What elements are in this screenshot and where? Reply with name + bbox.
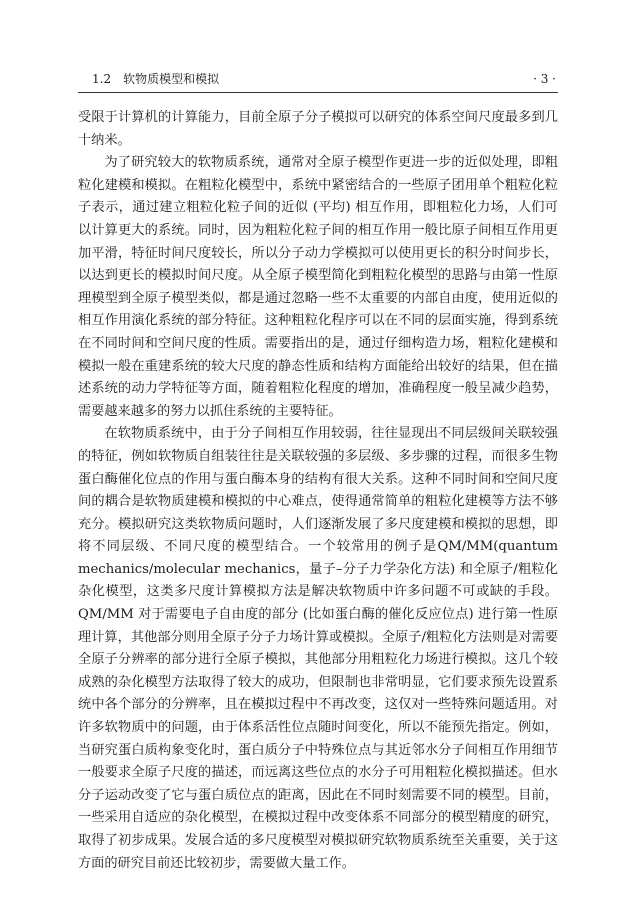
paragraph-multiscale: 在软物质系统中，由于分子间相互作用较弱，往往显现出不同层级间关联较强的特征，例如软物质自组装往往是关联较强的多层级、多步骤的过程，而很多生物蛋白酶催化位点的作用与蛋白酶本身的结构有很大关系。这种不同时间和空间尺度间的耦合是软物质建模和模拟的中心难点，使得通常简单的粗粒化建模等方法不够充分。模拟研究这类软物质问题时，人们逐渐发展了多尺度建模和模拟的思想，即将不同层级、不同尺度的模型结合。一个较常用的例子是QM/MM(quantum mechanics/molecular mechanics，量子–分子力学杂化方法) 和全原子/粗粒化杂化模型，这类多尺度计算模拟方法是解决软物质中许多问题不可或缺的手段。QM/MM 对于需要电子自由度的部分 (比如蛋白酶的催化反应位点) 进行第一性原理计算，其他部分则用全原子分子力场计算或模拟。全原子/粗粒化方法则是对需要全原子分辨率的部分进行全原子模拟，其他部分用粗粒化力场进行模拟。这几个较成熟的杂化模型方法取得了较大的成功，但限制也非常明显，它们要求预先设置系统中各个部分的分辨率，且在模拟过程中不再改变，这仅对一些特殊问题适用。对许多软物质中的问题，由于体系活性位点随时间变化，所以不能预先指定。例如，当研究蛋白质构象变化时，蛋白质分子中特殊位点与其近邻水分子间相互作用细节一般要求全原子尺度的描述，而远离这些位点的水分子可用粗粒化模拟描述。但水分子运动改变了它与蛋白质位点的距离，因此在不同时刻需要不同的模型。目前，一些采用自适应的杂化模型，在模拟过程中改变体系不同部分的模型精度的研究，取得了初步成果。发展合适的多尺度模型对模拟研究软物质系统至关重要，关于这方面的研究目前还比较初步，需要做大量工作。 bbox=[78, 426, 558, 871]
header-section-number: 1.2 bbox=[92, 72, 112, 86]
running-header bbox=[78, 70, 558, 88]
header-page-number: · 3 · bbox=[533, 72, 556, 86]
paragraph-continuation: 受限于计算机的计算能力，目前全原子分子模拟可以研究的体系空间尺度最多到几十纳米。 bbox=[78, 110, 558, 148]
header-section bbox=[92, 70, 219, 88]
body-text bbox=[78, 107, 558, 875]
header-section-title: 软物质模型和模拟 bbox=[123, 72, 220, 86]
paragraph-coarse-graining: 为了研究较大的软物质系统，通常对全原子模型作更进一步的近似处理，即粗粒化建模和模拟。在粗粒化模型中，系统中紧密结合的一些原子团用单个粗粒化粒子表示，通过建立粗粒化粒子间的近似 (平均) 相互作用，即粗粒化力场，人们可以计算更大的系统。同时，因为粗粒化粒子间的相互作用一般比原子间相互作用更加平滑，特征时间尺度较长，所以分子动力学模拟可以使用更长的积分时间步长，以达到更长的模拟时间尺度。从全原子模型简化到粗粒化模型的思路与由第一性原理模型到全原子模型类似，都是通过忽略一些不太重要的内部自由度，使用近似的相互作用演化系统的部分特征。这种粗粒化程序可以在不同的层面实施，得到系统在不同时间和空间尺度的性质。需要指出的是，通过仔细构造力场，粗粒化建模和模拟一般在重建系统的较大尺度的静态性质和结构方面能给出较好的结果，但在描述系统的动力学特征等方面，随着粗粒化程度的增加，准确程度一般呈减少趋势，需要越来越多的努力以抓住系统的主要特征。 bbox=[78, 155, 558, 419]
header-rule bbox=[78, 92, 558, 93]
